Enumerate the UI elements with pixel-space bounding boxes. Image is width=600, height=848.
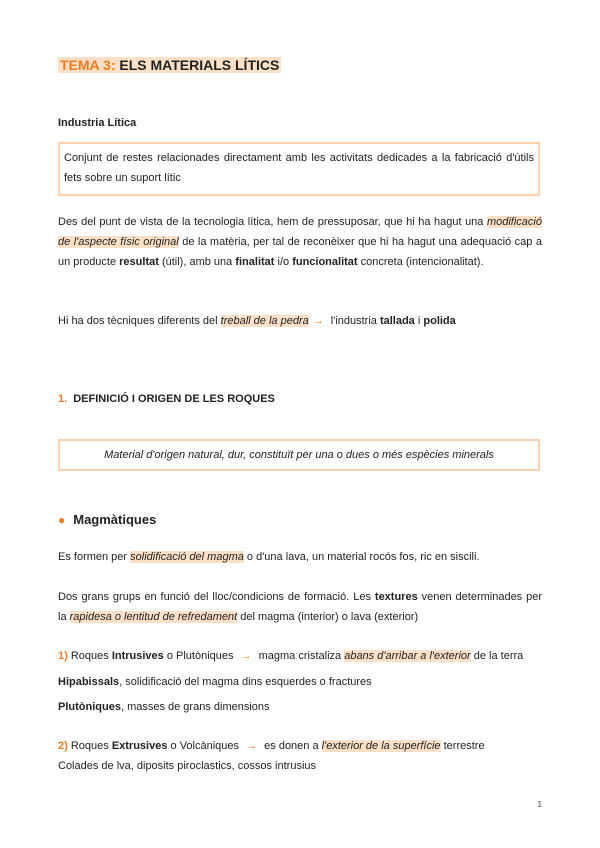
text-run: o Volcàniques: [167, 740, 243, 752]
list-number: 2): [58, 740, 68, 752]
rock-definition-text: Material d'origen natural, dur, constituït per una o dues o més espècies minerals: [104, 449, 494, 461]
list-item-intrusive: [58, 646, 542, 666]
arrow-icon: →: [246, 740, 258, 752]
highlight-text: l'exterior de la superfície: [321, 740, 441, 752]
line-colades: Colades de lva, diposits piroclastics, cossos intrusius: [58, 760, 317, 772]
highlight-text: abans d'arribar a l'exterior: [344, 650, 471, 662]
bullet-heading-magmatic: [58, 510, 542, 530]
paragraph-lithic-technology: [58, 212, 542, 272]
text-run: , masses de grans dimensions: [120, 701, 270, 713]
subheading: Industria Lítica: [58, 117, 137, 129]
text-run: Des del punt de vista de la tecnologia lítica, hem de pressuposar, que hi ha hagut una: [58, 216, 487, 228]
bold-text: Intrusives: [111, 650, 164, 662]
bold-text: Extrusives: [111, 740, 168, 752]
bold-text: resultat: [119, 256, 159, 268]
text-run: de la matèria, per tal de reconèixer que hi ha hagut una adequació cap a un producte: [58, 236, 543, 268]
bold-text: Plutòniques: [58, 701, 121, 713]
text-run: o Plutòniques: [163, 650, 237, 662]
paragraph-groups: [58, 587, 542, 627]
section-heading: [58, 389, 542, 409]
highlight-text: treball de la pedra: [220, 315, 309, 327]
text-run: Roques: [67, 740, 112, 752]
text-run: Es formen per: [58, 551, 131, 563]
list-number: 1): [58, 650, 68, 662]
bold-text: funcionalitat: [292, 256, 358, 268]
text-run: concreta (intencionalitat).: [357, 256, 484, 268]
bold-text: textures: [374, 591, 418, 603]
bullet-heading-text: Magmàtiques: [73, 512, 157, 527]
bold-text: Hipabissals: [58, 676, 120, 688]
list-item-extrusive: [58, 736, 542, 756]
highlight-text: solidificació del magma: [130, 551, 244, 563]
text-run: o d'una lava, un material rocós fos, ric en siscili.: [243, 551, 480, 563]
text-run: i: [414, 315, 424, 327]
bold-text: tallada: [379, 315, 415, 327]
text-run: magma cristaliza: [255, 650, 345, 662]
text-run: Hi ha dos tècniques diferents del: [58, 315, 221, 327]
paragraph-formation: [58, 547, 542, 567]
text-run: terrestre: [440, 740, 485, 752]
line-hipabissals: [58, 672, 542, 692]
text-run: l'industria: [327, 315, 380, 327]
section-title: DEFINICIÓ I ORIGEN DE LES ROQUES: [73, 393, 275, 405]
highlight-text: modificació de l'aspecte físic original: [58, 216, 542, 248]
page-number: 1: [537, 800, 542, 809]
bullet-dot-icon: ●: [58, 513, 66, 527]
text-run: (útil), amb una: [158, 256, 236, 268]
paragraph-techniques: [58, 311, 542, 331]
rock-definition-box: [58, 439, 540, 471]
section-number: 1.: [58, 393, 68, 405]
title-main: ELS MATERIALS LÍTICS: [119, 57, 280, 73]
line-plutoniques: [58, 697, 542, 717]
page-title: [58, 55, 542, 75]
text-run: , solidificació del magma dins esquerdes o fractures: [119, 676, 372, 688]
definition-box: [58, 142, 540, 196]
bold-text: polida: [423, 315, 456, 327]
text-run: es donen a: [261, 740, 322, 752]
text-run: Roques: [67, 650, 112, 662]
highlight-text: rapidesa o lentitud de refredament: [69, 611, 238, 623]
title-prefix: TEMA 3:: [60, 57, 116, 73]
text-run: i/o: [274, 256, 293, 268]
arrow-icon: →: [240, 650, 252, 662]
text-run: venen determinades per la: [58, 591, 543, 623]
text-run: Dos grans grups en funció del lloc/condicions de formació. Les: [58, 591, 375, 603]
definition-text: Conjunt de restes relacionades directament amb les activitats dedicades a la fabricació d'útils fets sobre un suport lític: [64, 152, 534, 184]
text-run: del magma (interior) o lava (exterior): [237, 611, 419, 623]
text-run: de la terra: [470, 650, 524, 662]
arrow-icon: →: [312, 315, 324, 327]
bold-text: finalitat: [235, 256, 275, 268]
